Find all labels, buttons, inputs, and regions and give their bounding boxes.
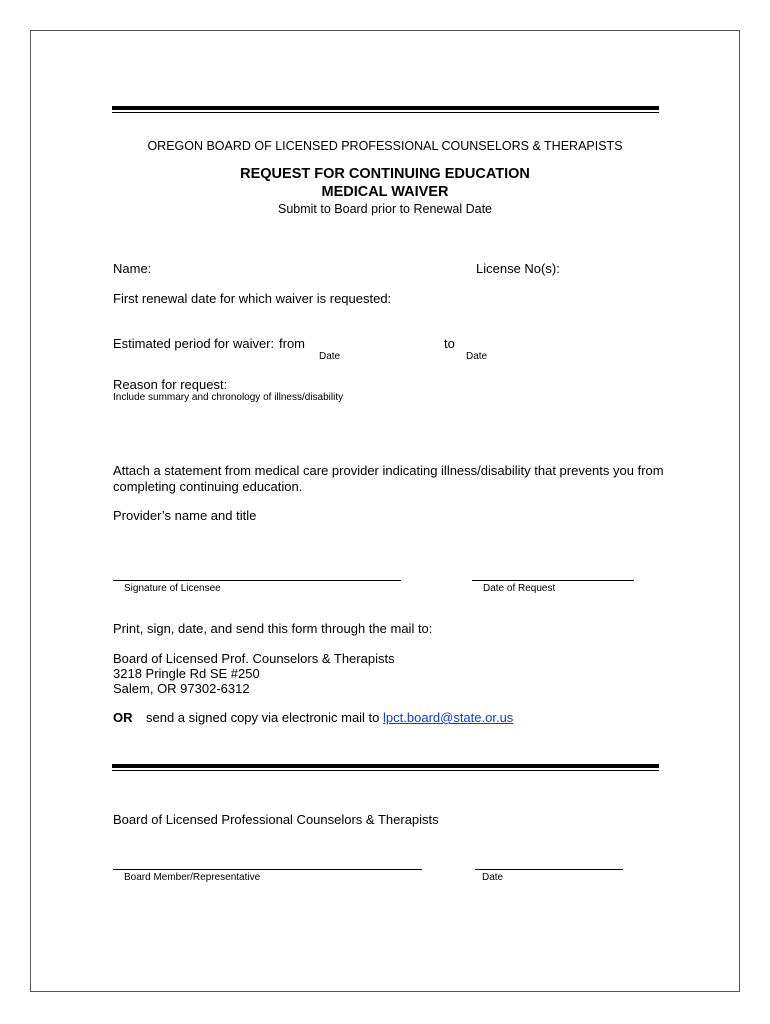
office-date-line bbox=[475, 869, 623, 870]
attach-statement-line2: completing continuing education. bbox=[113, 479, 303, 494]
email-instruction-text: send a signed copy via electronic mail to bbox=[146, 710, 380, 725]
attach-statement-line1: Attach a statement from medical care provider indicating illness/disability that prevents you from bbox=[113, 463, 664, 478]
board-member-caption: Board Member/Representative bbox=[124, 872, 261, 883]
email-instruction bbox=[146, 710, 513, 725]
first-renewal-label: First renewal date for which waiver is requested: bbox=[113, 291, 392, 306]
mail-instruction: Print, sign, date, and send this form through the mail to: bbox=[113, 621, 433, 636]
request-date-line bbox=[472, 580, 634, 581]
reason-hint: Include summary and chronology of illness/disability bbox=[113, 392, 344, 403]
top-divider bbox=[112, 106, 659, 113]
from-label: from bbox=[279, 336, 305, 351]
to-label: to bbox=[444, 336, 455, 351]
address-line1: Board of Licensed Prof. Counselors & Therapists bbox=[113, 651, 395, 666]
bottom-divider bbox=[112, 764, 659, 771]
reason-label: Reason for request: bbox=[113, 377, 228, 392]
form-subtitle: Submit to Board prior to Renewal Date bbox=[278, 202, 492, 216]
board-name-header: OREGON BOARD OF LICENSED PROFESSIONAL COUNSELORS & THERAPISTS bbox=[147, 139, 623, 153]
date-caption-to: Date bbox=[466, 351, 488, 362]
form-title-line2: MEDICAL WAIVER bbox=[321, 184, 449, 200]
board-email-link[interactable]: lpct.board@state.or.us bbox=[383, 710, 514, 725]
office-board-name: Board of Licensed Professional Counselors & Therapists bbox=[113, 812, 439, 827]
office-date-caption: Date bbox=[482, 872, 504, 883]
address-line3: Salem, OR 97302-6312 bbox=[113, 681, 250, 696]
date-caption-from: Date bbox=[319, 351, 341, 362]
form-title-line1: REQUEST FOR CONTINUING EDUCATION bbox=[240, 166, 530, 182]
licensee-signature-line bbox=[113, 580, 401, 581]
provider-label: Provider’s name and title bbox=[113, 508, 257, 523]
period-label: Estimated period for waiver: bbox=[113, 336, 275, 351]
address-line2: 3218 Pringle Rd SE #250 bbox=[113, 666, 260, 681]
or-label: OR bbox=[113, 710, 133, 725]
name-label: Name: bbox=[113, 261, 152, 276]
board-member-line bbox=[113, 869, 422, 870]
licensee-signature-caption: Signature of Licensee bbox=[124, 583, 221, 594]
request-date-caption: Date of Request bbox=[483, 583, 556, 594]
license-label: License No(s): bbox=[476, 261, 560, 276]
